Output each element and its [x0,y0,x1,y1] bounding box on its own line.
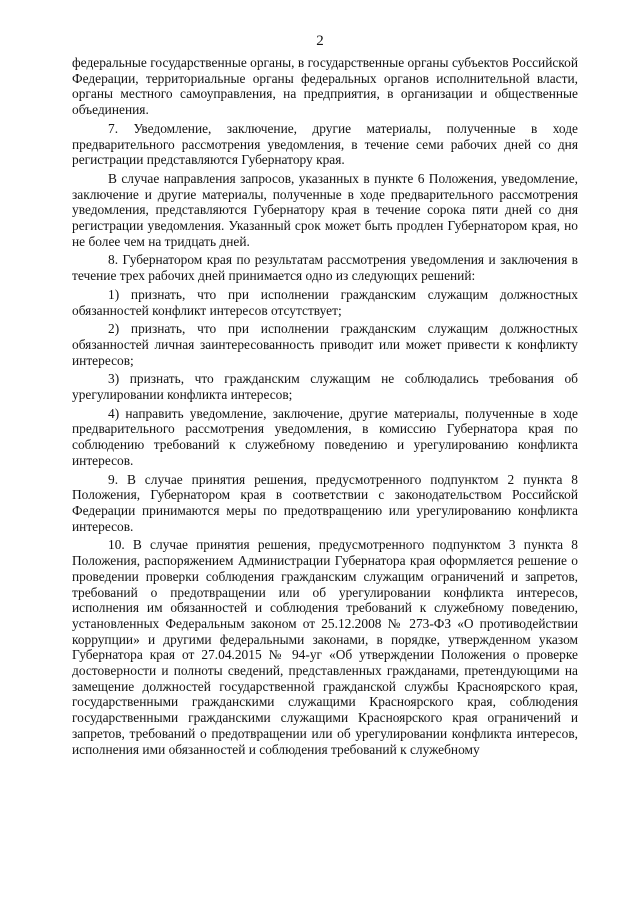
subitem-2: 2) признать, что при исполнении гражданским служащим должностных обязанностей личная заинтересованность приводит или может привести к конфликту интересов; [72,321,578,368]
subitem-1: 1) признать, что при исполнении гражданским служащим должностных обязанностей конфликт интересов отсутствует; [72,286,578,318]
subitem-3: 3) признать, что гражданским служащим не соблюдались требования об урегулировании конфликта интересов; [72,371,578,403]
subitem-4: 4) направить уведомление, заключение, другие материалы, полученные в ходе предварительного рассмотрения уведомления, в комиссию Губернатора края по соблюдению требований к служебному поведению и урегулированию конфликта интересов. [72,405,578,468]
paragraph-continuation: федеральные государственные органы, в государственные органы субъектов Российской Федерации, территориальные органы федеральных органов исполнительной власти, органы местного самоуправления, на предприятия, в организации и общественные объединения. [72,55,578,118]
document-body [72,55,578,760]
paragraph-item-8: 8. Губернатором края по результатам рассмотрения уведомления и заключения в течение трех рабочих дней принимается одно из следующих решений: [72,252,578,284]
paragraph-requests: В случае направления запросов, указанных в пункте 6 Положения, уведомление, заключение и другие материалы, полученные в ходе предварительного рассмотрения уведомления, представляются Губернатору края в течение сорока пяти дней со дня регистрации уведомления. Указанный срок может быть продлен Губернатором края, но не более чем на тридцать дней. [72,170,578,249]
paragraph-item-7: 7. Уведомление, заключение, другие материалы, полученные в ходе предварительного рассмотрения уведомления, в течение семи рабочих дней со дня регистрации представляются Губернатору края. [72,120,578,168]
paragraph-item-10: 10. В случае принятия решения, предусмотренного подпунктом 3 пункта 8 Положения, распоряжением Администрации Губернатора края оформляется решение о проведении проверки соблюдения гражданским служащим ограничений и запретов, требований о предотвращении или об урегулировании конфликта интересов, исполнения им обязанностей и соблюдения требований к служебному поведению, установленных Федеральным законом от 25.12.2008 № 273-ФЗ «О противодействии коррупции» и другими федеральными законами, в порядке, утвержденном указом Губернатора края от 27.04.2015 № 94-уг «Об утверждении Положения о проверке достоверности и полноты сведений, представленных гражданами, претендующими на замещение должностей государственной гражданской службы Красноярского края, государственными гражданскими служащими Красноярского края, соблюдения государственными гражданскими служащими Красноярского края ограничений и запретов, требований о предотвращении или об урегулировании конфликта интересов, исполнения ими обязанностей и соблюдения требований к служебному [72,537,578,757]
paragraph-item-9: 9. В случае принятия решения, предусмотренного подпунктом 2 пункта 8 Положения, Губернатором края в соответствии с законодательством Российской Федерации принимаются меры по предотвращению или урегулированию конфликта интересов. [72,471,578,534]
page-number: 2 [316,33,324,49]
